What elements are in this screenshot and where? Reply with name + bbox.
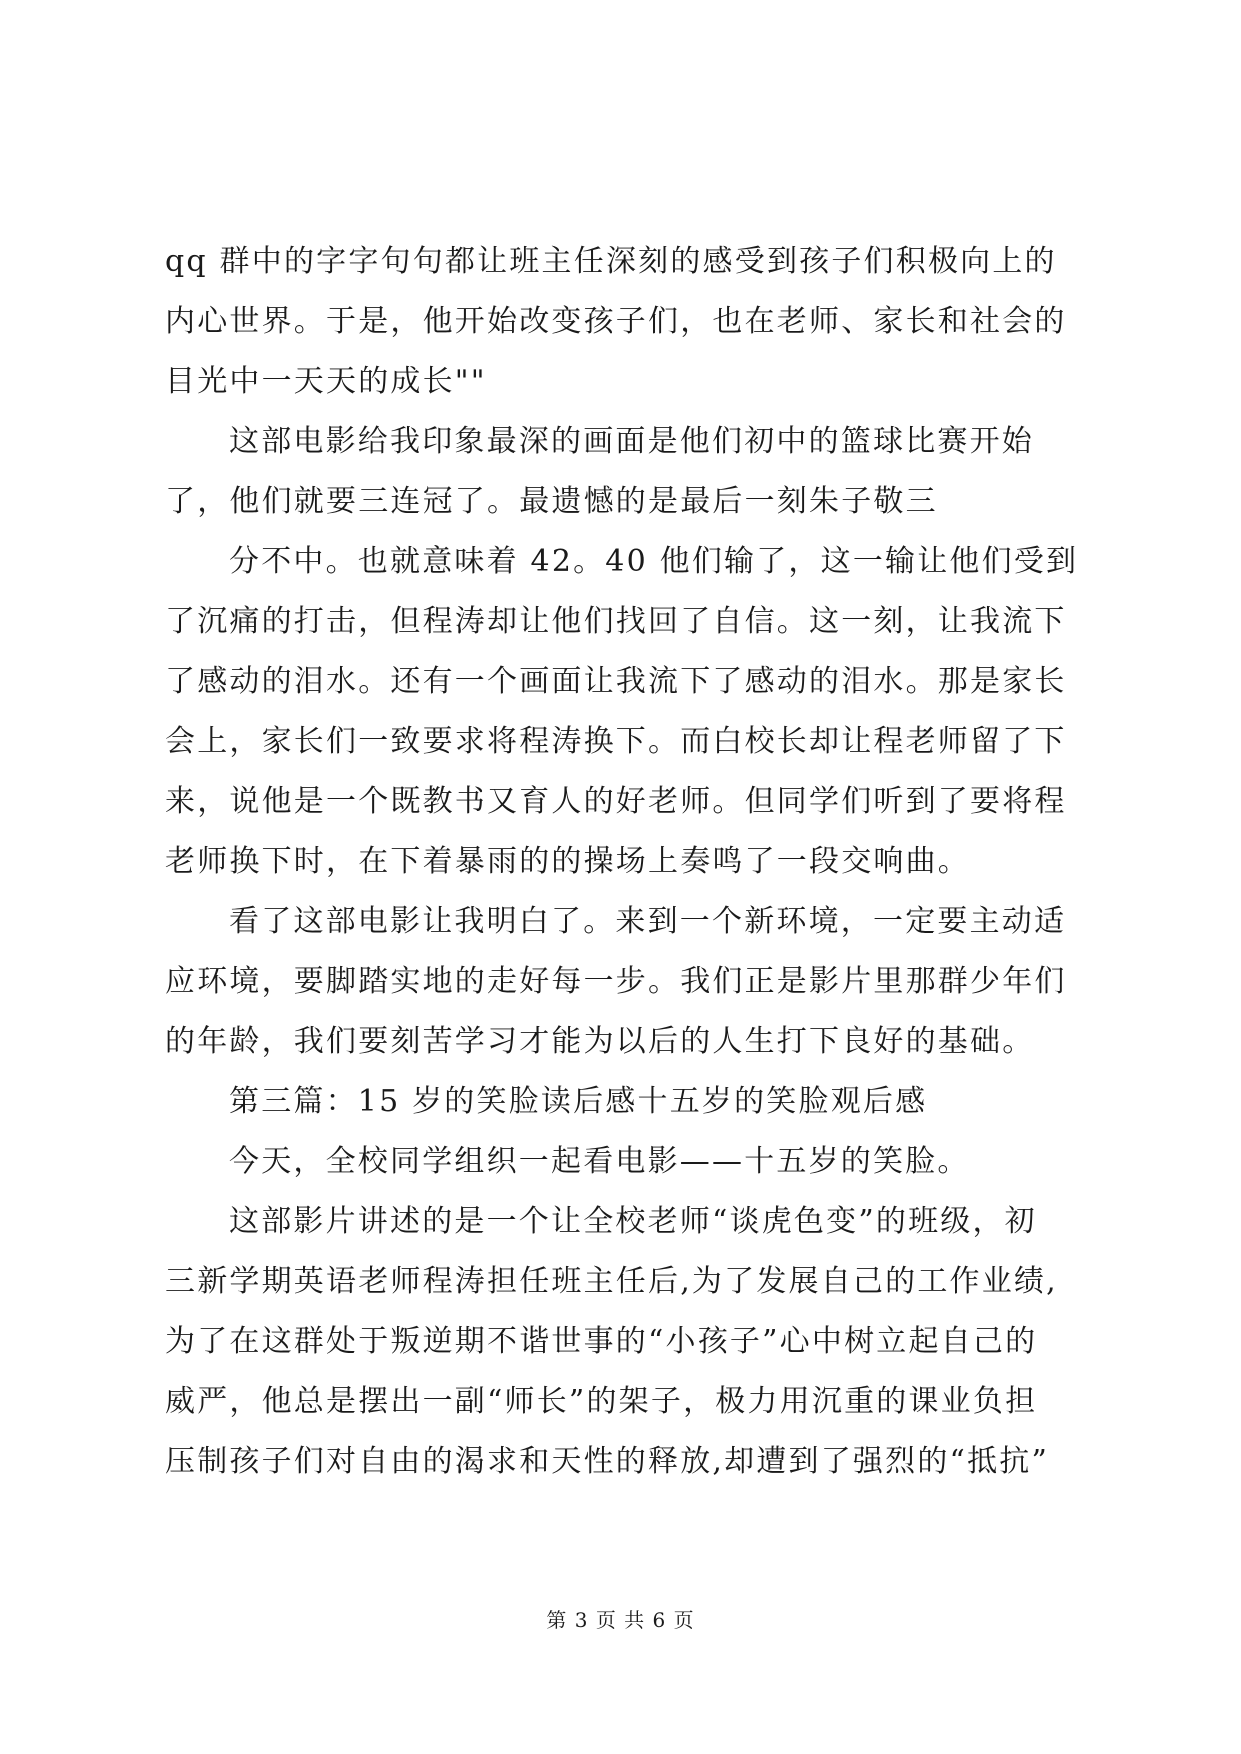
section-heading: 第三篇：15 岁的笑脸读后感十五岁的笑脸观后感 xyxy=(229,1084,928,1119)
text-line: 会上，家长们一致要求将程涛换下。而白校长却让程老师留了下 xyxy=(165,724,1067,759)
text-line: 三新学期英语老师程涛担任班主任后,为了发展自己的工作业绩, xyxy=(165,1264,1058,1299)
text-line: 了沉痛的打击，但程涛却让他们找回了自信。这一刻，让我流下 xyxy=(165,604,1067,639)
paragraph-start-line: 今天，全校同学组织一起看电影——十五岁的笑脸。 xyxy=(229,1144,970,1179)
paragraph-start-line: 分不中。也就意味着 42。40 他们输了，这一输让他们受到 xyxy=(229,544,1079,579)
paragraph-start-line: 这部电影给我印象最深的画面是他们初中的篮球比赛开始 xyxy=(229,424,1034,459)
text-line: 内心世界。于是，他开始改变孩子们，也在老师、家长和社会的 xyxy=(165,304,1067,339)
text-line: 应环境，要脚踏实地的走好每一步。我们正是影片里那群少年们 xyxy=(165,964,1067,999)
text-line: 为了在这群处于叛逆期不谐世事的“小孩子”心中树立起自己的 xyxy=(165,1324,1038,1359)
text-line: 了，他们就要三连冠了。最遗憾的是最后一刻朱子敬三 xyxy=(165,484,938,519)
text-line: 压制孩子们对自由的渴求和天性的释放,却遭到了强烈的“抵抗” xyxy=(165,1444,1050,1479)
text-line: 威严，他总是摆出一副“师长”的架子，极力用沉重的课业负担 xyxy=(165,1384,1038,1419)
page-number-footer: 第 3 页 共 6 页 xyxy=(546,1608,695,1632)
document-body xyxy=(165,232,1085,1492)
text-line: 目光中一天天的成长"" xyxy=(165,364,487,399)
text-line: 了感动的泪水。还有一个画面让我流下了感动的泪水。那是家长 xyxy=(165,664,1067,699)
text-line: 来，说他是一个既教书又育人的好老师。但同学们听到了要将程 xyxy=(165,784,1067,819)
paragraph-start-line: 这部影片讲述的是一个让全校老师“谈虎色变”的班级，初 xyxy=(229,1204,1037,1239)
text-line: 的年龄，我们要刻苦学习才能为以后的人生打下良好的基础。 xyxy=(165,1024,1035,1059)
text-line: 老师换下时，在下着暴雨的的操场上奏鸣了一段交响曲。 xyxy=(165,844,970,879)
paragraph-start-line: 看了这部电影让我明白了。来到一个新环境，一定要主动适 xyxy=(229,904,1067,939)
text-line: qq 群中的字字句句都让班主任深刻的感受到孩子们积极向上的 xyxy=(165,244,1057,279)
